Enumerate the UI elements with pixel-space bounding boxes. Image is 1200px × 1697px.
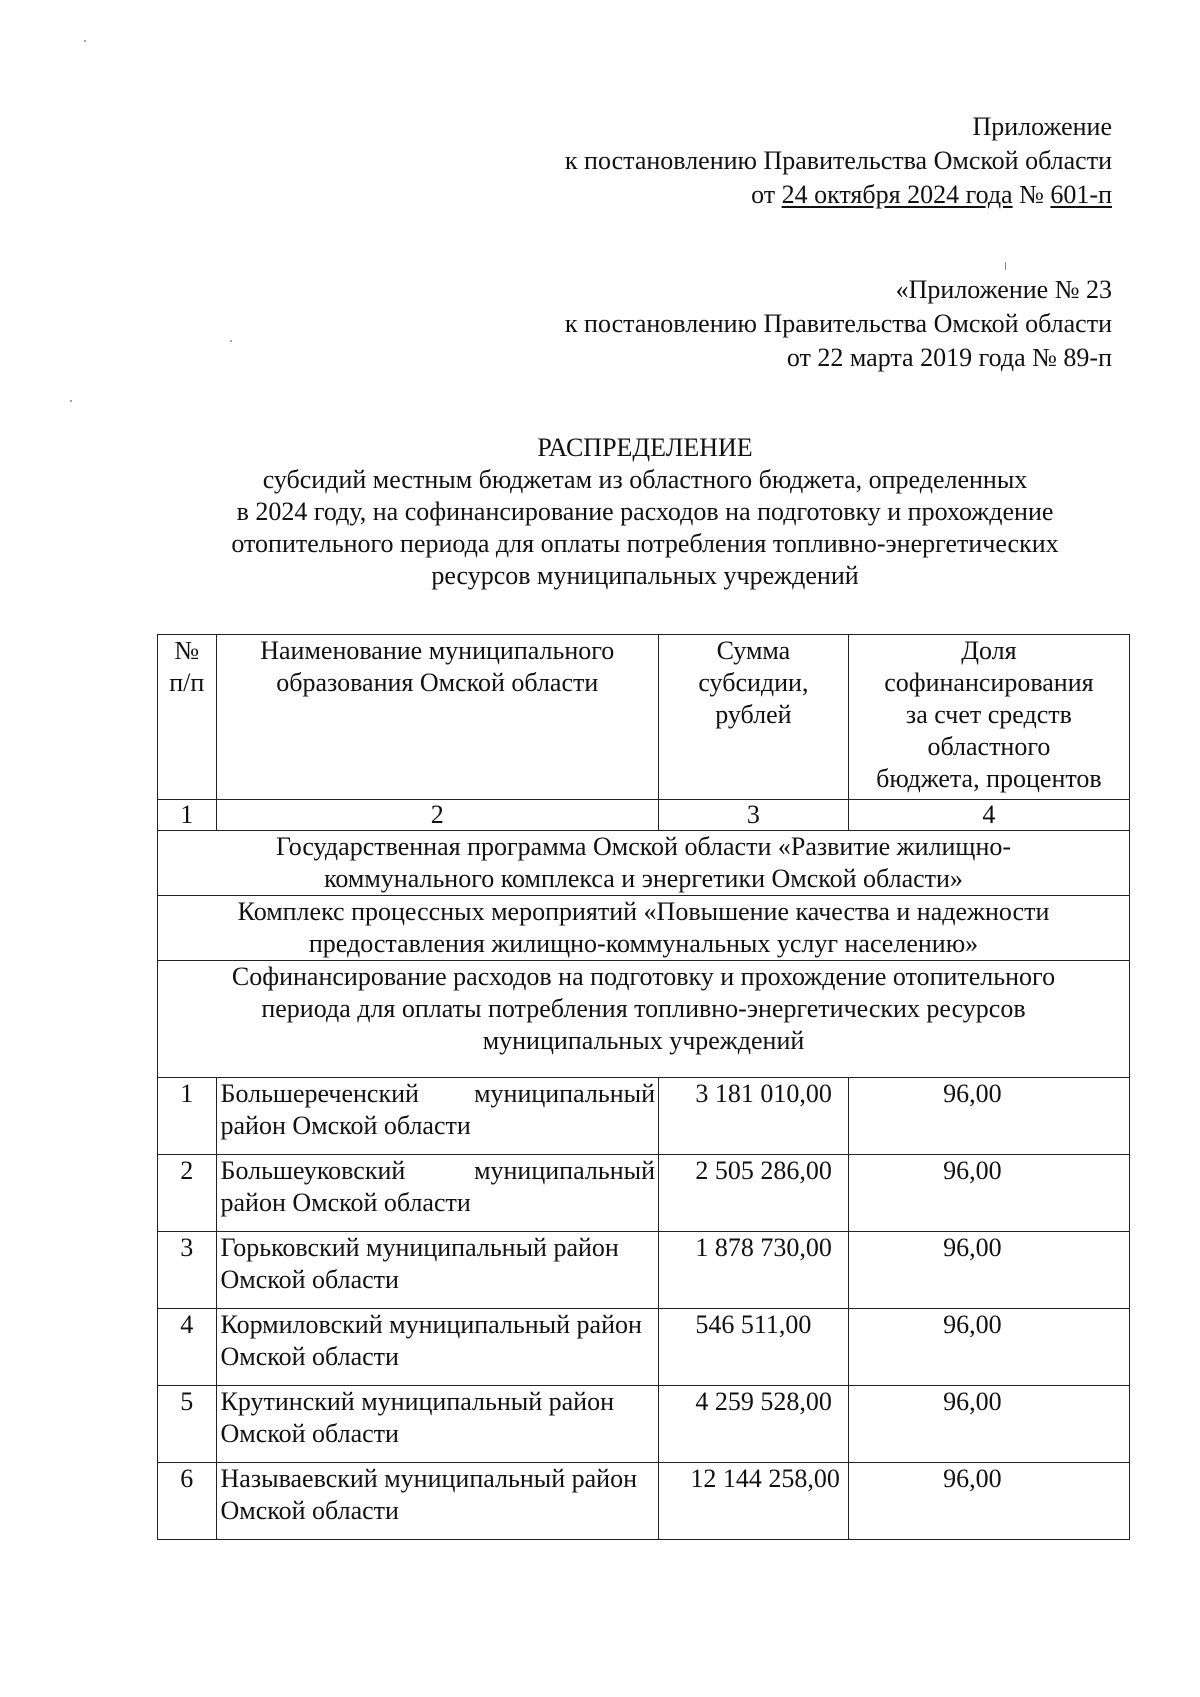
scan-speck	[84, 40, 86, 42]
header-text: бюджета, процентов	[876, 764, 1102, 793]
cofinancing-section-cell	[158, 961, 1130, 1078]
row-name	[216, 1463, 658, 1540]
section-text: Государственная программа Омской области «Развитие жилищно-	[275, 832, 1012, 861]
annex-date-prefix: от	[751, 180, 782, 209]
row-num: 1	[158, 1078, 217, 1155]
program-section-row	[158, 831, 1130, 896]
row-name	[216, 1078, 658, 1155]
complex-section-row	[158, 896, 1130, 961]
heading-line: ресурсов муниципальных учреждений	[431, 561, 859, 590]
row-name-line: район Омской области	[220, 1111, 471, 1140]
annex-title: Приложение	[972, 112, 1112, 141]
heading-title: РАСПРЕДЕЛЕНИЕ	[537, 433, 753, 462]
annex-decree-ref: к постановлению Правительства Омской области	[564, 146, 1112, 175]
header-share	[848, 635, 1129, 800]
annex-number-prefix: №	[1012, 180, 1051, 209]
row-num: 5	[158, 1386, 217, 1463]
header-text: областного	[927, 732, 1051, 761]
section-text: коммунального комплекса и энергетики Омской области»	[324, 864, 963, 893]
header-text: рублей	[715, 700, 792, 729]
annex-number: 601-п	[1050, 180, 1112, 209]
original-decree-ref: к постановлению Правительства Омской области	[564, 309, 1112, 338]
original-annex-title: «Приложение № 23	[895, 275, 1112, 304]
program-section-cell	[158, 831, 1130, 896]
table-row	[158, 1155, 1130, 1232]
row-name-line: Большеуковский муниципальный	[220, 1156, 655, 1185]
header-sum	[659, 635, 849, 800]
row-name	[216, 1232, 658, 1309]
table-row	[158, 1232, 1130, 1309]
row-sum: 12 144 258,00	[659, 1463, 849, 1540]
header-text: п/п	[169, 668, 205, 697]
row-sum: 546 511,00	[659, 1309, 849, 1386]
row-name-line: Называевский муниципальный район	[220, 1464, 637, 1493]
row-share: 96,00	[848, 1386, 1129, 1463]
row-share: 96,00	[848, 1078, 1129, 1155]
row-name-line: Омской области	[220, 1342, 399, 1371]
row-name-line: Кормиловский муниципальный район	[220, 1310, 642, 1339]
row-name-line: Омской области	[220, 1496, 399, 1525]
table-row	[158, 1078, 1130, 1155]
header-num	[158, 635, 217, 800]
cofinancing-section-row	[158, 961, 1130, 1078]
row-name	[216, 1155, 658, 1232]
section-text: муниципальных учреждений	[482, 1026, 805, 1055]
table-row	[158, 1386, 1130, 1463]
scan-speck	[70, 400, 72, 402]
header-text: Наименование муниципального	[260, 636, 615, 665]
scan-speck	[1005, 262, 1006, 270]
row-sum: 4 259 528,00	[659, 1386, 849, 1463]
table-header-row	[158, 635, 1130, 800]
row-num: 3	[158, 1232, 217, 1309]
row-name-line: Большереченский муниципальный	[220, 1079, 655, 1108]
row-name	[216, 1309, 658, 1386]
row-share: 96,00	[848, 1155, 1129, 1232]
column-index: 3	[659, 800, 849, 831]
row-name-line: район Омской области	[220, 1188, 471, 1217]
header-text: субсидии,	[698, 668, 809, 697]
row-name-line: Крутинский муниципальный район	[220, 1387, 614, 1416]
header-text: №	[174, 636, 200, 665]
heading-line: отопительного периода для оплаты потребления топливно-энергетических	[231, 529, 1059, 558]
row-sum: 2 505 286,00	[659, 1155, 849, 1232]
row-num: 4	[158, 1309, 217, 1386]
table-row	[158, 1309, 1130, 1386]
heading-line: субсидий местным бюджетам из областного бюджета, определенных	[262, 465, 1028, 494]
original-date-line: от 22 марта 2019 года № 89-п	[786, 343, 1112, 372]
annex-date-line	[565, 178, 1112, 212]
row-share: 96,00	[848, 1463, 1129, 1540]
header-name	[216, 635, 658, 800]
heading-line: в 2024 году, на софинансирование расходов на подготовку и прохождение	[236, 497, 1054, 526]
column-index-row	[158, 800, 1130, 831]
row-share: 96,00	[848, 1309, 1129, 1386]
row-name-line: Омской области	[220, 1419, 399, 1448]
row-num: 6	[158, 1463, 217, 1540]
row-sum: 1 878 730,00	[659, 1232, 849, 1309]
annex-date: 24 октября 2024 года	[781, 180, 1013, 209]
section-text: предоставления жилищно-коммунальных услуг населению»	[308, 929, 979, 958]
distribution-table	[157, 634, 1130, 1540]
header-text: софинансирования	[884, 668, 1094, 697]
row-share: 96,00	[848, 1232, 1129, 1309]
column-index: 2	[216, 800, 658, 831]
column-index: 4	[848, 800, 1129, 831]
row-num: 2	[158, 1155, 217, 1232]
section-text: Комплекс процессных мероприятий «Повышение качества и надежности	[237, 897, 1050, 926]
header-text: за счет средств	[905, 700, 1072, 729]
header-text: образования Омской области	[276, 668, 599, 697]
row-name-line: Горьковский муниципальный район	[220, 1233, 619, 1262]
section-text: Софинансирование расходов на подготовку и прохождение отопительного	[231, 962, 1056, 991]
header-text: Доля	[961, 636, 1017, 665]
annex-original-reference	[565, 273, 1112, 375]
annex-current-reference	[565, 110, 1112, 212]
row-name-line: Омской области	[220, 1265, 399, 1294]
section-text: периода для оплаты потребления топливно-энергетических ресурсов	[261, 994, 1026, 1023]
scan-speck	[230, 340, 232, 342]
table-row	[158, 1463, 1130, 1540]
row-sum: 3 181 010,00	[659, 1078, 849, 1155]
complex-section-cell	[158, 896, 1130, 961]
header-text: Сумма	[716, 636, 791, 665]
document-heading	[150, 432, 1140, 592]
column-index: 1	[158, 800, 217, 831]
row-name	[216, 1386, 658, 1463]
